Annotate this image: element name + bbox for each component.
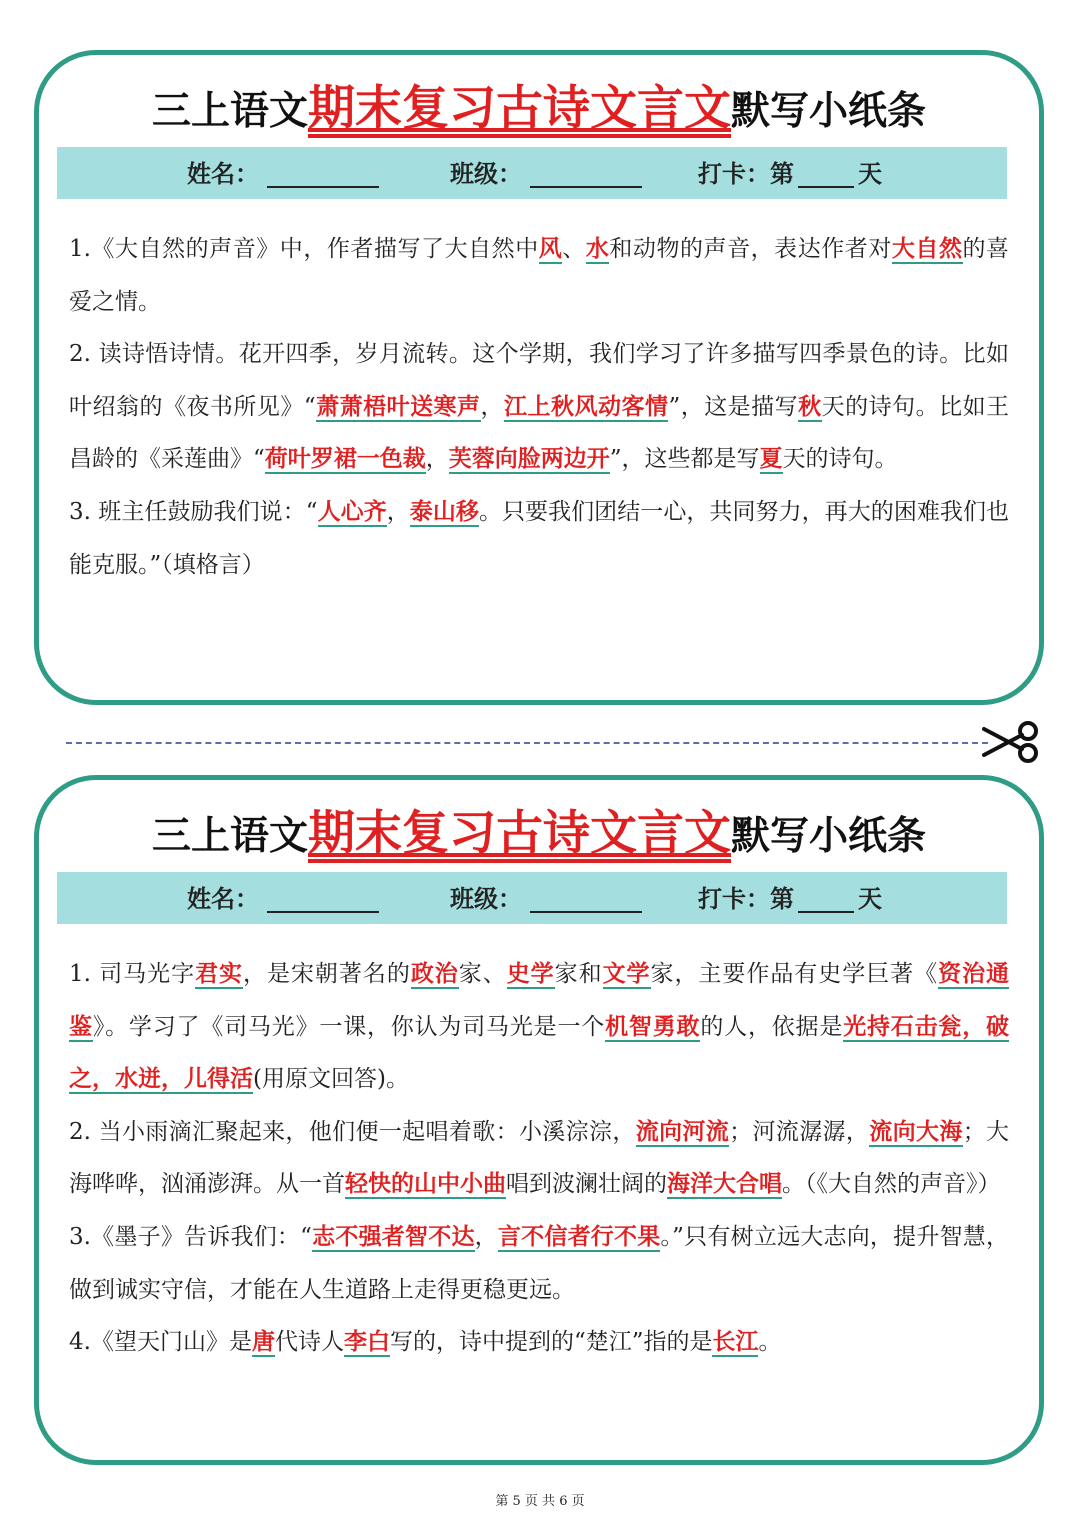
question-3 <box>69 486 1009 591</box>
answer-text: 江上秋风动客情 <box>504 392 669 420</box>
question-list <box>69 223 1009 591</box>
question-text: ”，这些都是写 <box>609 446 760 473</box>
checkin-prefix: 打卡：第 <box>698 159 794 188</box>
question-text: ， <box>474 1223 498 1250</box>
question-text: ；河流潺潺， <box>729 1118 870 1145</box>
class-field <box>450 147 642 201</box>
class-blank[interactable] <box>530 881 642 913</box>
answer-text: 光持石击瓮，破之，水迸，儿得活 <box>69 1012 1010 1093</box>
question-text: 。 <box>758 1329 782 1356</box>
answer-text: 史学 <box>506 960 555 987</box>
answer-text: 唐 <box>251 1328 275 1356</box>
question-2 <box>69 328 1009 486</box>
question-text: 》。学习了《司马光》一课，你认为司马光是一个 <box>92 1013 606 1040</box>
checkin-suffix: 天 <box>858 884 882 913</box>
name-label: 姓名： <box>187 884 259 913</box>
answer-text: 资治通鉴 <box>69 960 1010 1040</box>
answer-text: 大自然 <box>891 235 963 262</box>
question-text: ，是宋朝著名的 <box>243 961 411 987</box>
answer-text: 夏 <box>759 445 783 473</box>
question-text: 。（《大自然的声音》） <box>782 1171 1001 1198</box>
answer-text: 志不强者智不达 <box>311 1222 475 1250</box>
question-text: 家和 <box>554 961 603 987</box>
question-list <box>69 948 1009 1369</box>
card-title <box>39 77 1039 144</box>
question-text: 家、 <box>458 961 507 987</box>
question-4 <box>69 1316 1009 1369</box>
answer-text: 荷叶罗裙一色裁 <box>264 445 426 473</box>
question-text: 。只要我们团结一心，共同努力，再大的困难我们也能克服。”（填格言） <box>69 498 1010 578</box>
question-3 <box>69 1211 1009 1316</box>
title-prefix: 三上语文 <box>151 814 308 859</box>
day-blank[interactable] <box>798 881 854 913</box>
answer-text: 机智勇敢 <box>605 1012 701 1040</box>
checkin-prefix: 打卡：第 <box>698 884 794 913</box>
title-highlight: 期末复习古诗文言文 <box>308 81 731 136</box>
title-suffix: 默写小纸条 <box>731 814 927 859</box>
name-label: 姓名： <box>187 159 259 188</box>
question-text: 3. 班主任鼓励我们说：“ <box>69 498 318 525</box>
question-text: 和动物的声音，表达作者对 <box>609 236 892 262</box>
name-field <box>187 147 379 201</box>
question-text: 。”只有树立远大志向，提升智慧，做到诚实守信，才能在人生道路上走得更稳更远。 <box>69 1223 1010 1303</box>
answer-text: 流向河流 <box>635 1117 730 1145</box>
answer-text: 文学 <box>602 960 651 987</box>
question-text: 4.《望天门山》是 <box>69 1329 252 1356</box>
question-text: 2. 读诗悟诗情。花开四季，岁月流转。这个学期，我们学习了许多描写四季景色的诗。比如叶绍翁的《夜书所见》“ <box>69 341 1009 420</box>
answer-text: 水 <box>585 235 610 262</box>
answer-text: 芙蓉向脸两边开 <box>448 445 610 473</box>
question-2 <box>69 1106 1009 1211</box>
name-blank[interactable] <box>267 881 379 913</box>
question-text: 天的诗句。比如王昌龄的《采莲曲》“ <box>69 393 1010 473</box>
card-title <box>39 802 1039 869</box>
cut-line <box>66 742 988 744</box>
title-highlight: 期末复习古诗文言文 <box>308 806 731 861</box>
question-text: 、 <box>562 236 586 262</box>
title-suffix: 默写小纸条 <box>731 89 927 134</box>
scissors-icon <box>982 719 1040 765</box>
answer-text: 轻快的山中小曲 <box>345 1170 506 1198</box>
page-footer: 第 5 页 共 6 页 <box>495 1494 585 1509</box>
dictation-card-2 <box>34 775 1044 1465</box>
question-text: 3.《墨子》告诉我们：“ <box>69 1223 312 1250</box>
name-blank[interactable] <box>267 156 379 188</box>
answer-text: 人心齐 <box>317 497 387 525</box>
title-prefix: 三上语文 <box>151 89 308 134</box>
question-1 <box>69 948 1009 1106</box>
question-text: 天的诗句。 <box>782 446 898 473</box>
answer-text: 秋 <box>798 392 822 420</box>
answer-text: 风 <box>538 235 563 262</box>
answer-text: 君实 <box>195 960 244 987</box>
answer-text: 萧萧梧叶送寒声 <box>315 392 481 420</box>
question-text: ”，这是描写 <box>668 393 799 420</box>
question-text: 1. 司马光字 <box>69 961 196 987</box>
answer-text: 政治 <box>410 960 459 987</box>
day-blank[interactable] <box>798 156 854 188</box>
class-label: 班级： <box>450 159 522 188</box>
answer-text: 长江 <box>712 1328 759 1356</box>
name-field <box>187 872 379 926</box>
question-text: (用原文回答)。 <box>253 1066 409 1093</box>
student-info-bar <box>57 872 1007 924</box>
question-text: 代诗人 <box>274 1329 344 1356</box>
answer-text: 言不信者行不果 <box>497 1222 661 1250</box>
checkin-suffix: 天 <box>858 159 882 188</box>
question-text: 写的，诗中提到的“楚江”指的是 <box>389 1329 713 1356</box>
question-text: ；大海哗哗，汹涌澎湃。从一首 <box>69 1118 1010 1198</box>
answer-text: 泰山移 <box>409 497 479 525</box>
checkin-field <box>698 147 882 201</box>
question-text: ， <box>386 498 410 525</box>
question-text: 的喜爱之情。 <box>69 236 1010 315</box>
answer-text: 海洋大合唱 <box>667 1170 782 1198</box>
answer-text: 流向大海 <box>869 1117 963 1145</box>
class-blank[interactable] <box>530 156 642 188</box>
question-text: 1.《大自然的声音》中，作者描写了大自然中 <box>69 236 539 262</box>
class-label: 班级： <box>450 884 522 913</box>
question-text: 的人，依据是 <box>700 1013 844 1040</box>
question-text: ， <box>425 446 449 473</box>
checkin-field <box>698 872 882 926</box>
question-text: 家，主要作品有史学巨著《 <box>650 961 939 987</box>
answer-text: 李白 <box>343 1328 390 1356</box>
class-field <box>450 872 642 926</box>
question-text: 唱到波澜壮阔的 <box>506 1171 667 1198</box>
question-1 <box>69 223 1009 328</box>
student-info-bar <box>57 147 1007 199</box>
question-text: ， <box>480 393 505 420</box>
question-text: 2. 当小雨滴汇聚起来，他们便一起唱着歌：小溪淙淙， <box>69 1118 636 1145</box>
dictation-card-1 <box>34 50 1044 705</box>
